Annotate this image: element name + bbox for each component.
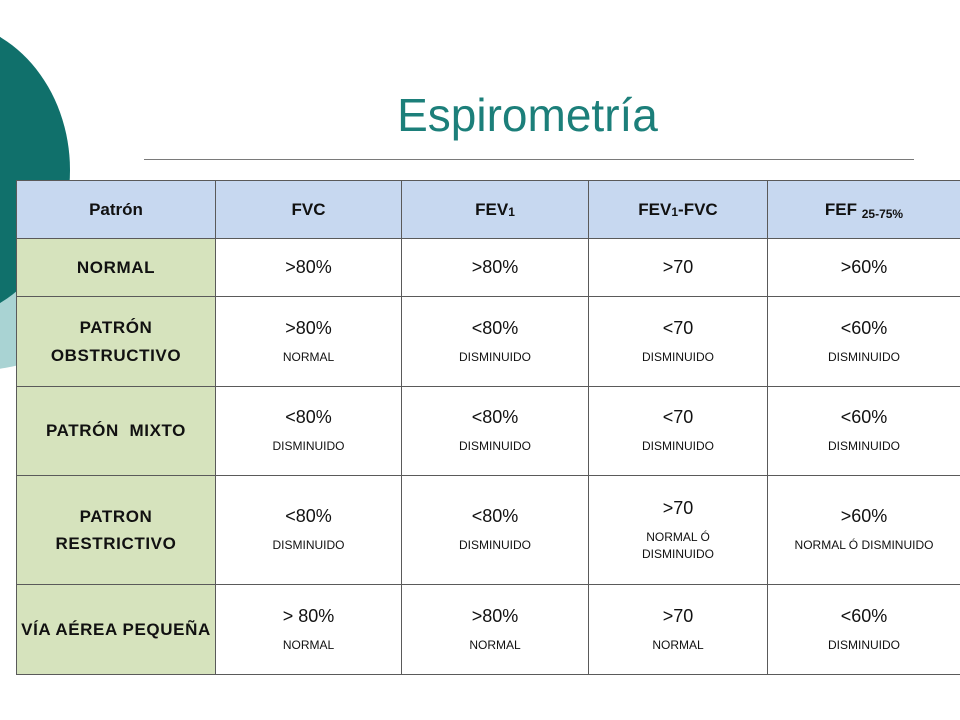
table-cell: >80% [216, 239, 402, 297]
row-label-normal: NORMAL [17, 239, 216, 297]
table-row [17, 387, 960, 476]
row-label-via-aerea: VÍA AÉREA PEQUEÑA [17, 585, 216, 675]
table-cell: <80% DISMINUIDO [216, 476, 402, 585]
table-cell: >80% NORMAL [216, 297, 402, 387]
table-cell: >70 [589, 239, 768, 297]
table-row [17, 585, 960, 675]
header-fev1-fvc: $FEV_1$-FVC [589, 181, 768, 239]
table-cell: <60% DISMINUIDO [768, 387, 960, 476]
table-row [17, 476, 960, 585]
table-cell: <70 DISMINUIDO [589, 297, 768, 387]
table-cell: >70 NORMAL [589, 585, 768, 675]
table-cell: <80% DISMINUIDO [402, 297, 589, 387]
table-cell: <80% DISMINUIDO [402, 476, 589, 585]
header-fef: FEF 25-75% [768, 181, 960, 239]
row-label-restrictivo: PATRON RESTRICTIVO [17, 476, 216, 585]
table-cell: >70 NORMAL Ó DISMINUIDO [589, 476, 768, 585]
table-cell: >80% [402, 239, 589, 297]
row-label-mixto: PATRÓN MIXTO [17, 387, 216, 476]
table-cell: >80% NORMAL [402, 585, 589, 675]
header-fev1: $FEV_1$ [402, 181, 589, 239]
table-row [17, 297, 960, 387]
title-divider [144, 159, 914, 160]
table-header-row [17, 181, 960, 239]
header-patron: Patrón [17, 181, 216, 239]
table-cell: <60% DISMINUIDO [768, 297, 960, 387]
table-cell: <80% DISMINUIDO [216, 387, 402, 476]
table-cell: > 80% NORMAL [216, 585, 402, 675]
table-row [17, 239, 960, 297]
row-label-obstructivo: PATRÓN OBSTRUCTIVO [17, 297, 216, 387]
table-cell: <60% DISMINUIDO [768, 585, 960, 675]
table-cell: >60% [768, 239, 960, 297]
table-cell: <80% DISMINUIDO [402, 387, 589, 476]
spirometry-table [16, 180, 960, 675]
page-title: Espirometría [397, 89, 658, 141]
table-cell: >60% NORMAL Ó DISMINUIDO [768, 476, 960, 585]
header-fvc: FVC [216, 181, 402, 239]
table-cell: <70 DISMINUIDO [589, 387, 768, 476]
